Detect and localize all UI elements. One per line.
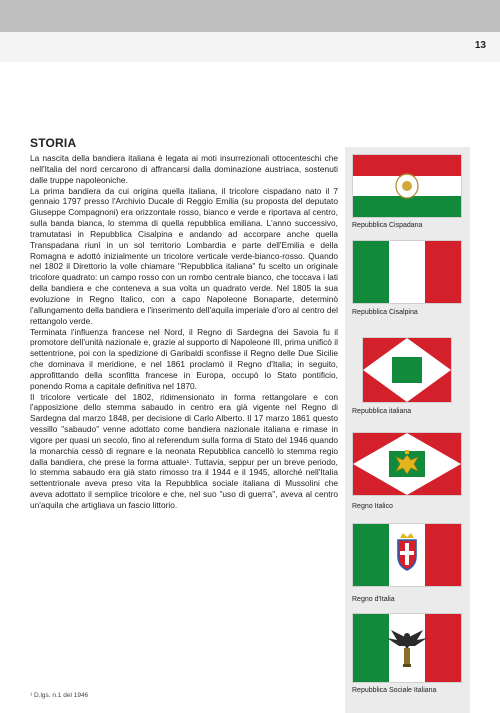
flag-caption: Regno d'Italia <box>352 596 395 603</box>
section-heading: STORIA <box>30 136 77 150</box>
page-number: 13 <box>474 40 486 51</box>
repubblica-italiana-flag-icon <box>362 337 452 403</box>
flag-caption: Regno Italico <box>352 503 393 510</box>
regno-ditalia-flag-icon <box>352 523 462 587</box>
cisalpina-flag-icon <box>352 240 462 304</box>
regno-italico-flag-icon <box>352 432 462 496</box>
header-band <box>0 32 500 62</box>
body-text <box>30 153 338 511</box>
paragraph: Il tricolore verticale del 1802, ridimensionato in forma rettangolare e con l'apposizione dello stemma sabaudo in centro era già vigente nel Regno di Sardegna dal marzo 1848, per decisione di Carlo Alberto. Il 17 marzo 1861 questo vessillo "sabaudo" venne adottato come bandiera nazionale italiana e rimase in vigore per quasi un secolo, fino al referendum sulla forma di Stato del 1946 quando la monarchia cessò di regnare e la neonata Repubblica cancellò lo stemma regio dalla bandiera, che prese la forma attuale¹. Tuttavia, seppur per un breve periodo, lo stemma sabaudo era già stato rimosso tra il 1944 e il 1945, allorché nell'Italia settentrionale aveva preso vita la Repubblica sociale italiana di Mussolini che aveva adottato il semplice tricolore e che, nel suo "uso di guerra", aveva al centro un'aquila che artigliava un fascio littorio. <box>30 391 338 510</box>
flag-caption: Repubblica italiana <box>352 408 412 415</box>
flag-caption: Repubblica Cisalpina <box>352 309 418 316</box>
rsi-flag-icon <box>352 613 462 683</box>
paragraph: Terminata l'influenza francese nel Nord, il Regno di Sardegna dei Savoia fu il promotore dell'unità nazionale e, grazie al supporto di Napoleone III, prima unificò il settentrione, poi con la spedizione di Garibaldi sconfisse il Regno delle Due Sicilie che dominava il meridione, e nel 1861 proclamò il Regno d'Italia; in seguito, approfittando della sconfitta francese in Europa, occupò lo Stato pontificio, ponendo Roma a capitale definitiva nel 1870. <box>30 326 338 391</box>
flag-caption: Repubblica Cispadana <box>352 222 423 229</box>
flag-caption: Repubblica Sociale Italiana <box>352 687 437 694</box>
footnote: ¹ D.lgs. n.1 del 1946 <box>30 692 89 699</box>
header-bar <box>0 0 500 32</box>
paragraph: La prima bandiera da cui origina quella italiana, il tricolore cispadano nato il 7 gennaio 1797 presso l'Archivio Ducale di Reggio Emilia (su proposta del deputato Giuseppe Compagnoni) era orizzontale rosso, bianco e verde e riportava al centro, sulla banda bianca, lo stemma di quella repubblica emiliana. L'anno successivo, tramutatasi in Repubblica Cisalpina e andando ad accorpare anche quella Transpadana riunì in un sol territorio Lombardia e parte dell'Emilia e della Romagna e adottò inizialmente un tricolore verticale verde-bianco-rosso. Quando nel 1802 il Direttorio la volle chiamare "Repubblica italiana" fu scelto un originale tricolore quadrato: un campo rosso con un rombo centrale bianco, che toccava i lati della bandiera e che conteneva a sua volta un quadrato verde. Nel 1805 la sua evoluzione in Regno Italico, con a capo Napoleone Bonaparte, determinò l'allungamento della bandiera e l'inserimento dell'aquila imperiale d'oro al centro del rettangolo verde. <box>30 185 338 326</box>
paragraph: La nascita della bandiera italiana è legata ai moti insurrezionali ottocenteschi che nell'Italia del nord cercarono di affrancarsi dalla dominazione austriaca, sostenuti dalle truppe napoleoniche. <box>30 153 338 185</box>
cispadana-flag-icon <box>352 154 462 218</box>
